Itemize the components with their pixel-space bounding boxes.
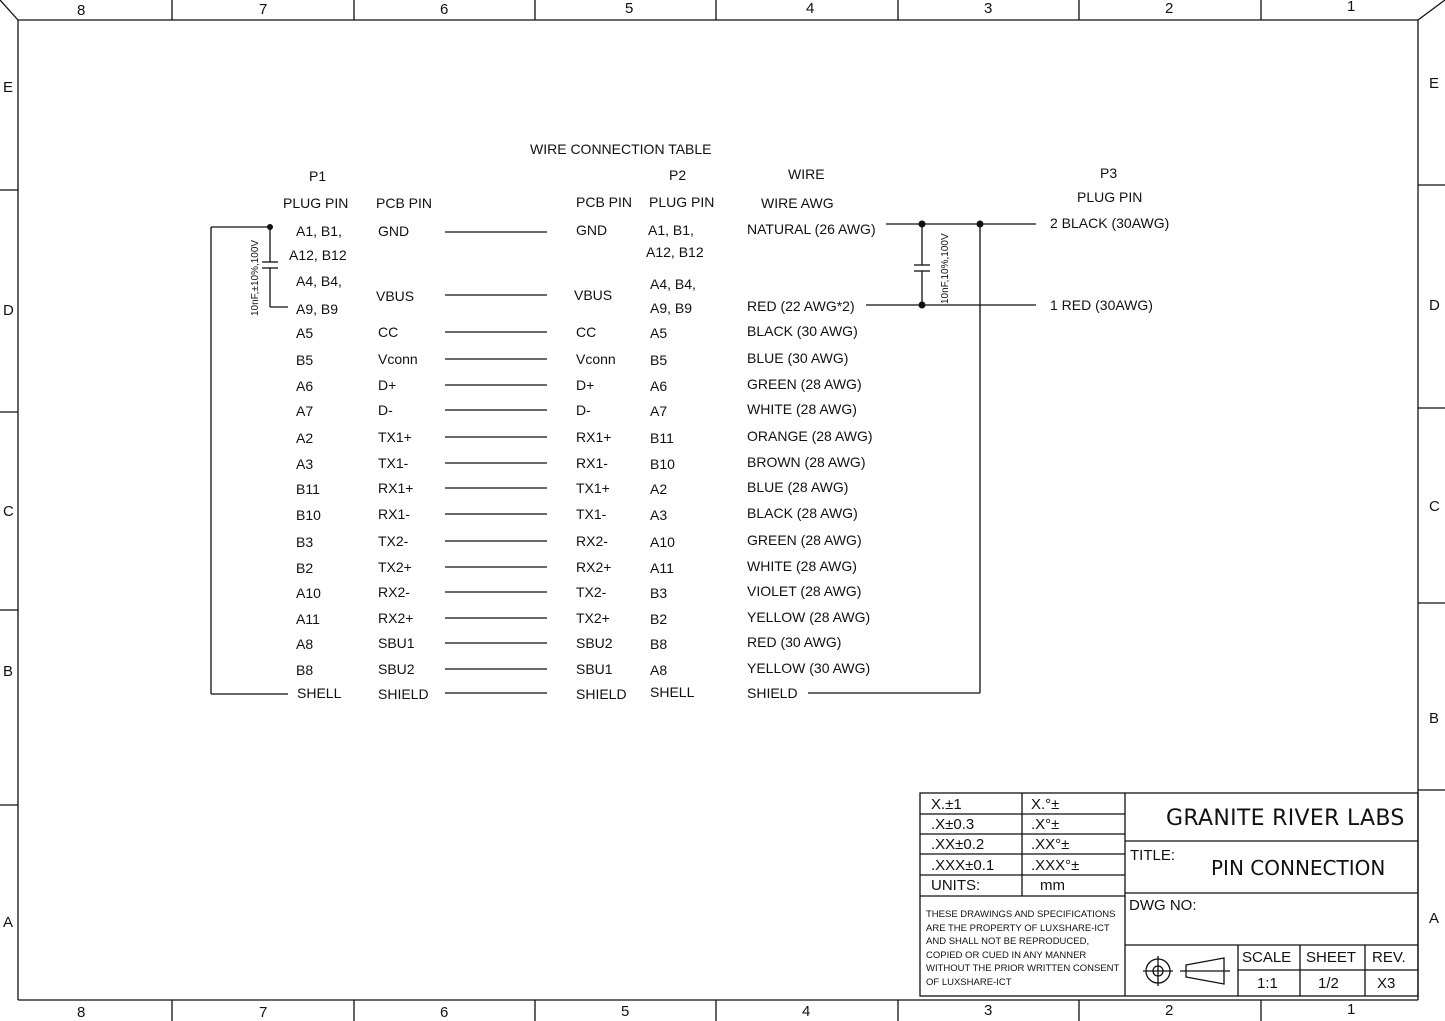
p1-pcb-pin: RX2-: [378, 584, 410, 600]
p2-pcb-pin: Vconn: [576, 351, 616, 367]
rev-label: REV.: [1372, 949, 1406, 966]
p1-pcb-pin: D-: [378, 402, 393, 418]
p2-pcb-vbus: VBUS: [574, 287, 613, 303]
p2-plug-pin: A7: [650, 403, 668, 419]
ownership-notice: THESE DRAWINGS AND SPECIFICATIONS ARE THE PROPERTY OF LUXSHARE-ICT AND SHALL NOT BE REPRODUCED, COPIED OR CUED IN ANY MANNER WITHOUT THE PRIOR WRITTEN CONSENT OF LUXSHARE-ICT: [926, 909, 1120, 988]
zone-col-label: 4: [802, 1003, 811, 1020]
tolerance-linear: .XXX±0.1: [931, 857, 995, 874]
p2-pcb-pin: RX1-: [576, 455, 608, 471]
tolerance-angular: .XX°±: [1031, 836, 1070, 853]
zone-col-label: 5: [621, 1003, 630, 1020]
p1-plug-gnd-line2: A12, B12: [289, 247, 347, 263]
p1-plug-pin: B8: [296, 662, 314, 678]
p2-pcb-pin: TX2+: [576, 610, 610, 626]
p3-pin-2: 2 BLACK (30AWG): [1050, 215, 1170, 231]
p2-plug-pin: B3: [650, 585, 668, 601]
zone-row-label: D: [1429, 297, 1440, 314]
p3-pin-1: 1 RED (30AWG): [1050, 297, 1153, 313]
zone-col-label: 6: [440, 1004, 449, 1021]
p1-plug-pin: B5: [296, 352, 314, 368]
zone-col-label: 8: [77, 2, 86, 19]
p1-pcb-pin: SBU2: [378, 661, 415, 677]
zone-row-label: A: [1429, 910, 1440, 927]
p2-pcb-pin-header: PCB PIN: [576, 194, 633, 210]
wire-color: RED (30 AWG): [747, 634, 842, 650]
dwg-no-label: DWG NO:: [1129, 897, 1197, 914]
capacitor-label-right: 10nF,10%,100V: [940, 233, 951, 304]
p2-plug-pin: B11: [650, 430, 674, 446]
zone-row-label: A: [3, 914, 14, 931]
p1-pcb-shield: SHIELD: [378, 686, 429, 702]
wire-color: ORANGE (28 AWG): [747, 428, 873, 444]
p2-plug-vbus-line1: A4, B4,: [650, 276, 696, 292]
p1-plug-gnd-line1: A1, B1,: [296, 223, 342, 239]
p2-plug-pin-header: PLUG PIN: [649, 194, 715, 210]
p1-pcb-pin: CC: [378, 324, 399, 340]
wire-gnd: NATURAL (26 AWG): [747, 221, 876, 237]
scale-value: 1:1: [1257, 975, 1278, 992]
tolerance-angular: X.°±: [1031, 796, 1060, 813]
p2-plug-pin: B10: [650, 456, 675, 472]
p1-plug-pin: A6: [296, 378, 314, 394]
p2-pcb-pin: D+: [576, 377, 595, 393]
wire-shield: SHIELD: [747, 685, 798, 701]
wire-vbus: RED (22 AWG*2): [747, 298, 855, 314]
p2-pcb-pin: SBU2: [576, 635, 613, 651]
p2-pcb-gnd: GND: [576, 222, 608, 238]
tolerance-angular: mm: [1040, 877, 1065, 894]
wire-color: BLACK (30 AWG): [747, 323, 858, 339]
tolerance-linear: UNITS:: [931, 877, 981, 894]
p1-pcb-pin: RX2+: [378, 610, 414, 626]
zone-col-label: 7: [259, 1, 268, 18]
wire-color: BLACK (28 AWG): [747, 505, 858, 521]
p2-pcb-pin: TX2-: [576, 584, 607, 600]
wire-lines: [445, 232, 547, 693]
p1-header: P1: [309, 168, 327, 184]
drawing-title: PIN CONNECTION: [1211, 856, 1386, 880]
p2-plug-pin: B8: [650, 636, 668, 652]
wire-color: WHITE (28 AWG): [747, 558, 857, 574]
rev-value: X3: [1377, 975, 1396, 992]
p1-pcb-pin: Vconn: [378, 351, 418, 367]
p2-plug-pin: B2: [650, 611, 668, 627]
p1-pcb-pin: TX1-: [378, 455, 409, 471]
zone-row-label: E: [1429, 75, 1440, 92]
sheet-label: SHEET: [1306, 949, 1357, 966]
wire-color: BLUE (30 AWG): [747, 350, 849, 366]
tolerance-linear: X.±1: [931, 796, 962, 813]
p2-pcb-pin: CC: [576, 324, 597, 340]
p1-plug-pin: A3: [296, 456, 314, 472]
p3-plug-pin-header: PLUG PIN: [1077, 189, 1143, 205]
capacitor-label-left: 10nF,±10%,100V: [250, 239, 261, 316]
wire-color: VIOLET (28 AWG): [747, 583, 862, 599]
wire-color: BLUE (28 AWG): [747, 479, 849, 495]
p1-pcb-pin: RX1-: [378, 506, 410, 522]
title-label: TITLE:: [1130, 847, 1176, 864]
p2-plug-pin: A5: [650, 325, 668, 341]
p2-plug-pin: A3: [650, 507, 668, 523]
p1-pcb-pin: TX2-: [378, 533, 409, 549]
zone-col-label: 5: [625, 0, 634, 17]
p2-pcb-pin: SBU1: [576, 661, 613, 677]
p1-pcb-pin-header: PCB PIN: [376, 195, 433, 211]
zone-col-label: 1: [1347, 1001, 1356, 1018]
p2-plug-pin: A6: [650, 378, 668, 394]
wire-color: GREEN (28 AWG): [747, 376, 862, 392]
p1-pcb-pin: TX2+: [378, 559, 412, 575]
p1-plug-vbus-line1: A4, B4,: [296, 273, 342, 289]
p2-plug-vbus-line2: A9, B9: [650, 300, 693, 316]
p1-plug-pin: A2: [296, 430, 314, 446]
p1-pcb-gnd: GND: [378, 223, 410, 239]
p1-pcb-pin: SBU1: [378, 635, 415, 651]
wire-color: BROWN (28 AWG): [747, 454, 866, 470]
p1-plug-pin: A7: [296, 403, 314, 419]
p2-pcb-pin: D-: [576, 402, 591, 418]
p2-pcb-pin: TX1-: [576, 506, 607, 522]
p1-plug-pin: A5: [296, 325, 314, 341]
p1-plug-pin-header: PLUG PIN: [283, 195, 349, 211]
p1-pcb-pin: RX1+: [378, 480, 414, 496]
tolerance-linear: .XX±0.2: [931, 836, 985, 853]
wire-color: YELLOW (28 AWG): [747, 609, 871, 625]
p2-plug-pin: B5: [650, 352, 668, 368]
p1-plug-shell: SHELL: [297, 685, 342, 701]
zone-row-label: C: [3, 503, 14, 520]
p1-plug-pin: A11: [296, 611, 320, 627]
table-title: WIRE CONNECTION TABLE: [530, 141, 712, 157]
zone-col-label: 2: [1165, 0, 1174, 17]
zone-col-label: 6: [440, 1, 449, 18]
company-name: GRANITE RIVER LABS: [1166, 806, 1405, 831]
p2-pcb-shield: SHIELD: [576, 686, 627, 702]
wire-awg-header: WIRE AWG: [761, 195, 834, 211]
p2-plug-gnd-line2: A12, B12: [646, 244, 704, 260]
tolerance-angular: .XXX°±: [1031, 857, 1080, 874]
p2-plug-gnd-line1: A1, B1,: [648, 222, 694, 238]
zone-col-label: 3: [984, 0, 993, 17]
p1-pcb-vbus: VBUS: [376, 288, 415, 304]
p1-plug-pin: B2: [296, 560, 314, 576]
p2-pcb-pin: RX2+: [576, 559, 612, 575]
zone-col-label: 1: [1347, 0, 1356, 15]
zone-col-label: 3: [984, 1002, 993, 1019]
p1-pcb-pin: D+: [378, 377, 397, 393]
p1-plug-vbus-line2: A9, B9: [296, 301, 339, 317]
tolerance-linear: .X±0.3: [931, 816, 975, 833]
zone-row-label: B: [3, 663, 14, 680]
zone-row-label: D: [3, 302, 14, 319]
wire-color: YELLOW (30 AWG): [747, 660, 871, 676]
zone-col-label: 2: [1165, 1002, 1174, 1019]
wire-header: WIRE: [788, 166, 825, 182]
p1-plug-pin: A10: [296, 585, 321, 601]
p1-plug-pin: B3: [296, 534, 314, 550]
zone-col-label: 8: [77, 1004, 86, 1021]
p2-plug-pin: A8: [650, 662, 668, 678]
p1-plug-pin: A8: [296, 636, 314, 652]
zone-row-label: B: [1429, 710, 1440, 727]
p2-pcb-pin: RX2-: [576, 533, 608, 549]
sheet-value: 1/2: [1318, 975, 1339, 992]
zone-col-label: 4: [806, 0, 815, 17]
zone-col-label: 7: [259, 1004, 268, 1021]
p1-plug-pin: B11: [296, 481, 320, 497]
scale-label: SCALE: [1242, 949, 1292, 966]
p2-plug-pin: A10: [650, 534, 675, 550]
p2-header: P2: [669, 167, 687, 183]
p1-pcb-pin: TX1+: [378, 429, 412, 445]
p2-plug-shell: SHELL: [650, 684, 695, 700]
tolerance-angular: .X°±: [1031, 816, 1060, 833]
p2-pcb-pin: TX1+: [576, 480, 610, 496]
wire-color: WHITE (28 AWG): [747, 401, 857, 417]
p2-pcb-pin: RX1+: [576, 429, 612, 445]
wire-color: GREEN (28 AWG): [747, 532, 862, 548]
p2-plug-pin: A2: [650, 481, 668, 497]
p2-plug-pin: A11: [650, 560, 674, 576]
p1-plug-pin: B10: [296, 507, 321, 523]
zone-row-label: E: [3, 79, 14, 96]
zone-row-label: C: [1429, 498, 1440, 515]
p3-header: P3: [1100, 165, 1118, 181]
